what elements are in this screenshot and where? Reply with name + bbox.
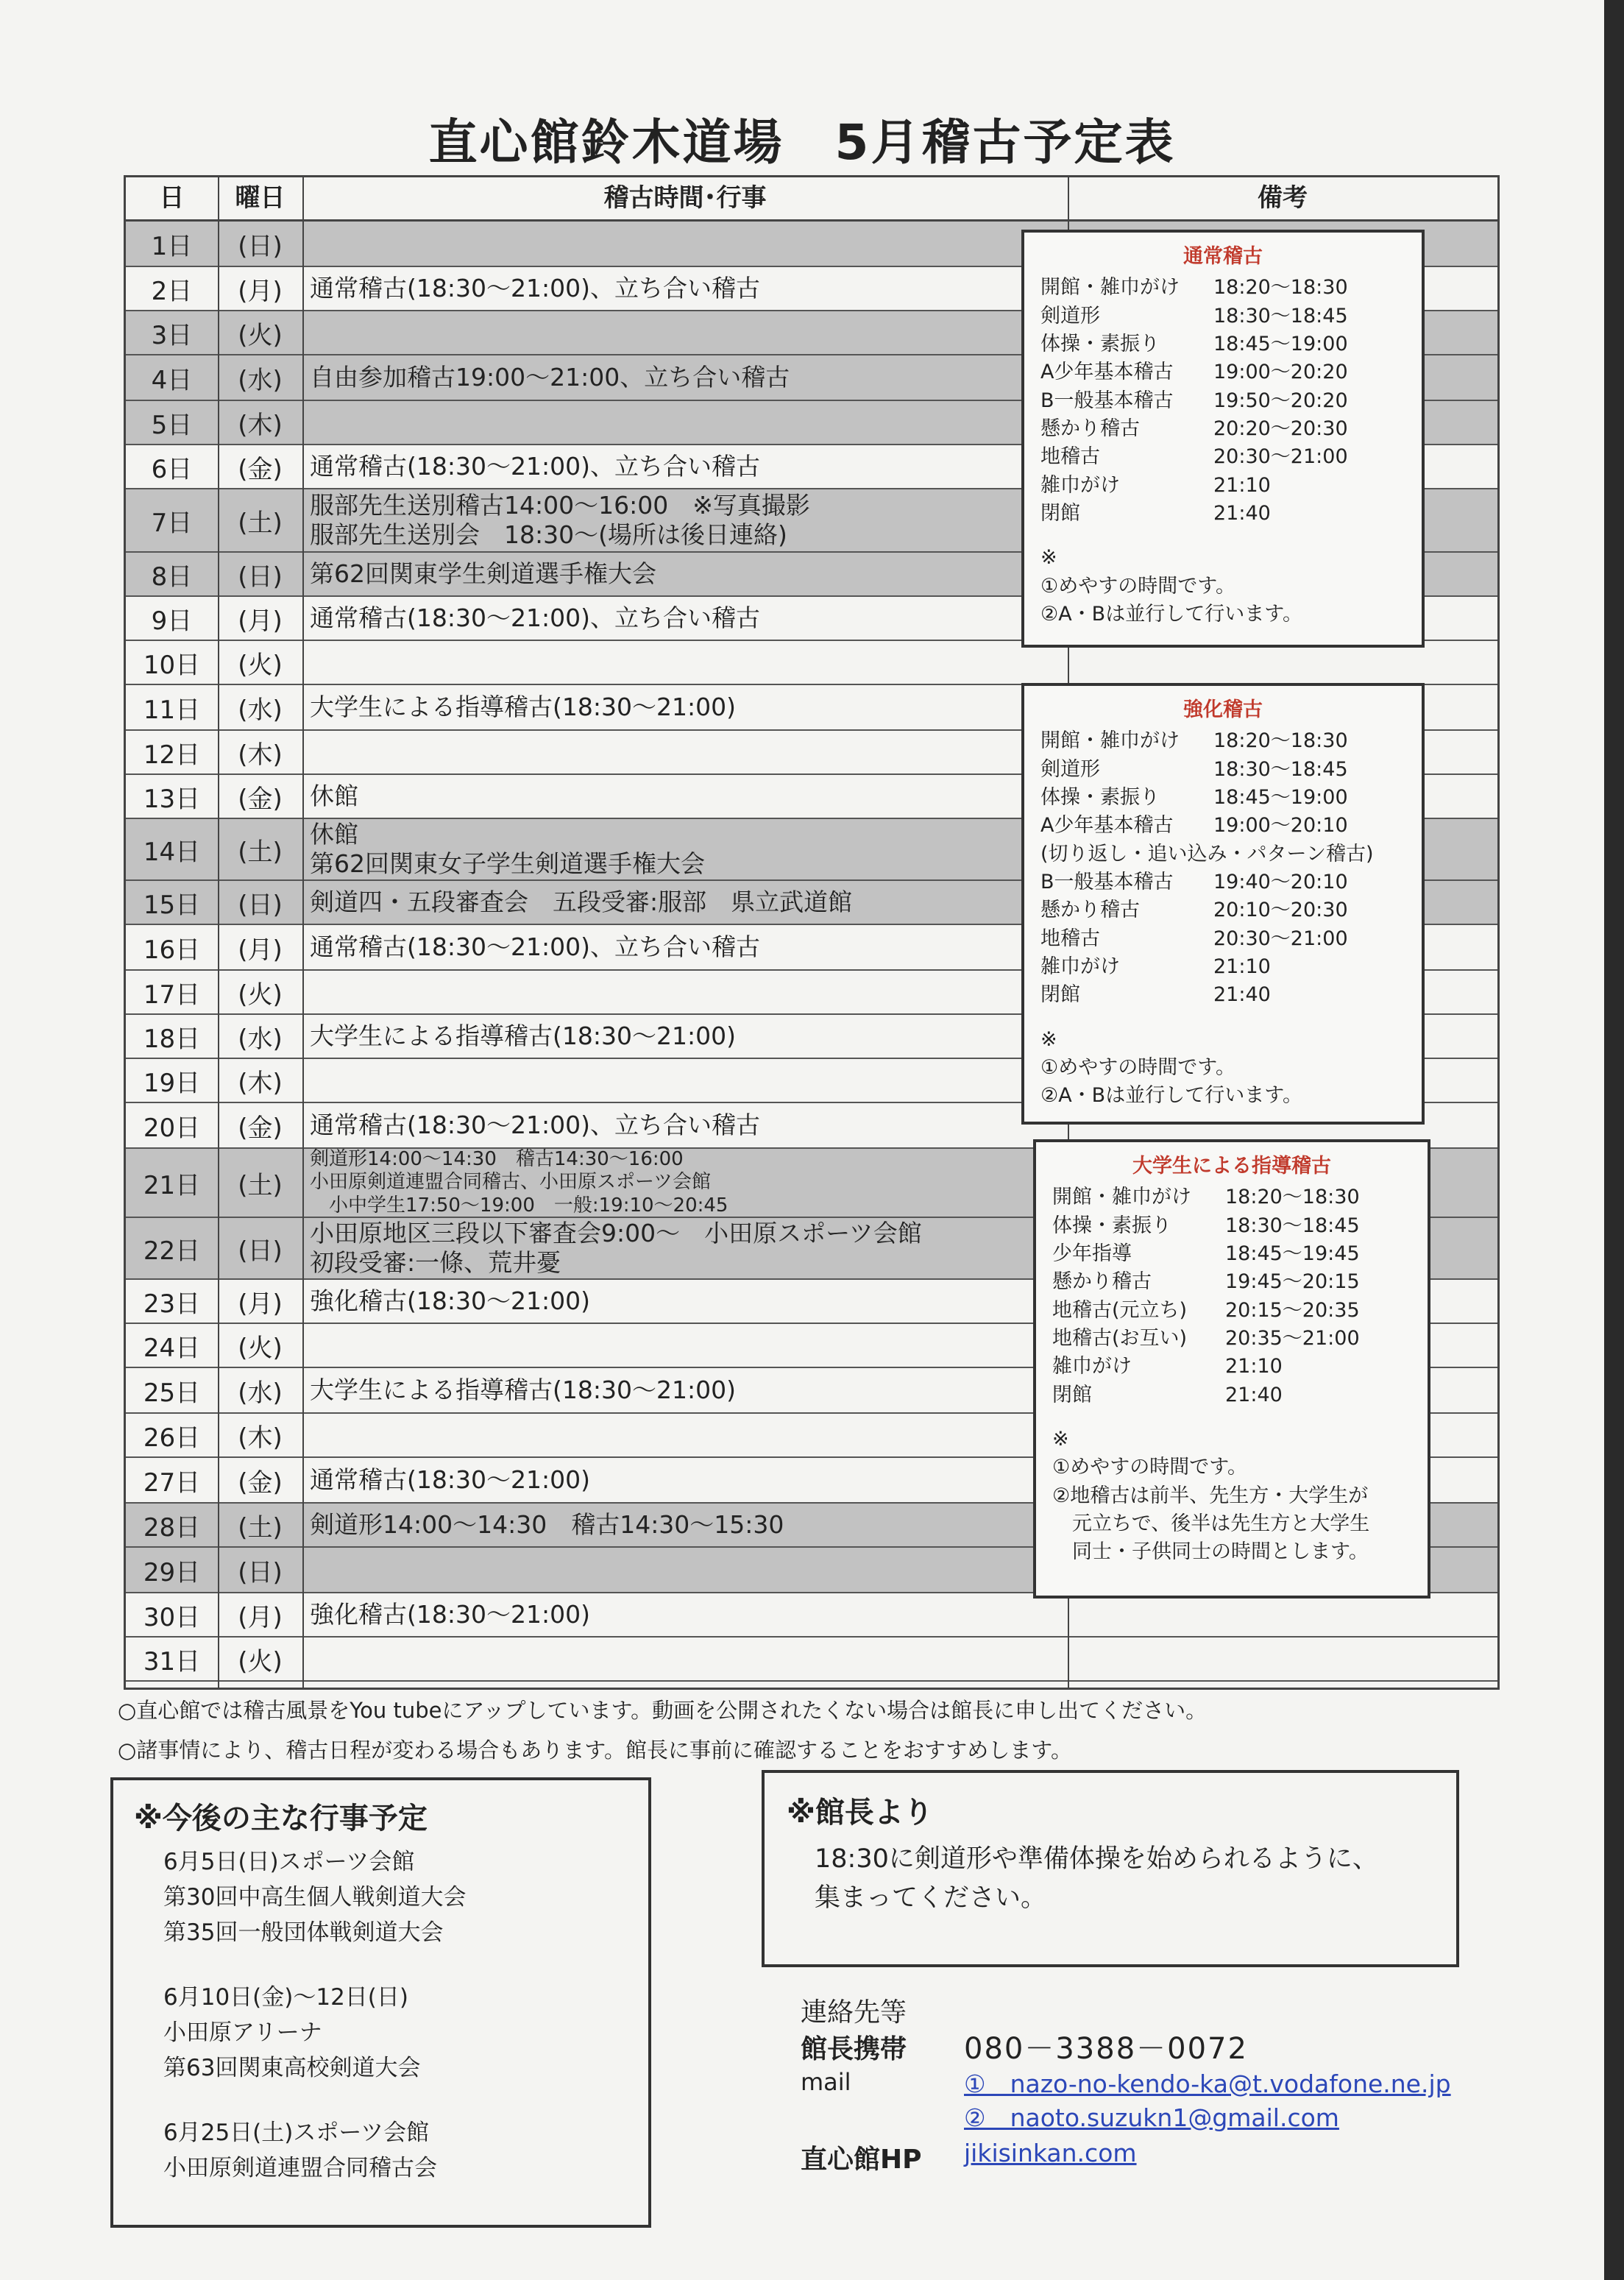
timetable-line bbox=[1040, 981, 1405, 1009]
table-row bbox=[126, 1593, 1497, 1638]
event-cell bbox=[310, 311, 1068, 354]
timetable-line bbox=[1040, 727, 1405, 755]
day-cell: 26日 bbox=[143, 1423, 201, 1453]
timetable-line bbox=[1040, 387, 1405, 415]
event-line: 第62回関東学生剣道選手権大会 bbox=[310, 559, 656, 588]
timetable-line bbox=[1040, 302, 1405, 330]
page-title: 直心館鈴木道場 5月稽古予定表 bbox=[428, 114, 1176, 171]
timetable-line bbox=[1040, 784, 1405, 812]
event-cell bbox=[310, 1015, 1068, 1058]
event-line: 通常稽古(18:30～21:00) bbox=[310, 1465, 590, 1494]
footnote-youtube: ○直心館では稽古風景をYou tubeにアップしています。動画を公開されたくない場合は館長に申し出てください。 bbox=[118, 1698, 1208, 1723]
timetable-time: 20:30～21:00 bbox=[1213, 927, 1348, 950]
event-line: 強化稽古(18:30～21:00) bbox=[310, 1599, 590, 1629]
timetable-time: 19:00～20:20 bbox=[1213, 361, 1348, 384]
director-message-box bbox=[762, 1770, 1459, 1967]
weekday-cell: (金) bbox=[238, 454, 283, 484]
upcoming-list bbox=[134, 1844, 628, 2186]
day-cell: 13日 bbox=[143, 784, 201, 814]
email-link-2[interactable]: ② naoto.suzukn1@gmail.com bbox=[964, 2103, 1339, 2132]
director-line: 集まってください。 bbox=[815, 1883, 1047, 1913]
event-cell bbox=[310, 553, 1068, 595]
timetable-time: 20:30～21:00 bbox=[1213, 445, 1348, 469]
day-cell: 17日 bbox=[143, 980, 201, 1010]
timetable-line bbox=[1052, 1297, 1411, 1325]
timetable-line bbox=[1040, 812, 1405, 840]
timetable-activity: 剣道形 bbox=[1040, 304, 1100, 328]
timetable-time: 18:45～19:00 bbox=[1213, 785, 1348, 809]
box-note: ②A・Bは並行して行います。 bbox=[1040, 602, 1303, 626]
event-line: 小田原地区三段以下審査会9:00～ 小田原スポーツ会館 bbox=[310, 1218, 922, 1247]
weekday-cell: (土) bbox=[238, 508, 283, 538]
timetable-activity: 懸かり稽古 bbox=[1040, 899, 1140, 922]
regular-practice-box bbox=[1021, 230, 1425, 648]
timetable-line bbox=[1052, 1353, 1411, 1381]
weekday-cell: (月) bbox=[238, 1602, 283, 1632]
event-cell bbox=[310, 1504, 1068, 1546]
header-weekday: 曜日 bbox=[235, 183, 286, 213]
homepage-link[interactable]: jikisinkan.com bbox=[964, 2139, 1137, 2167]
event-cell bbox=[310, 1368, 1068, 1412]
timetable-time: 18:20～18:30 bbox=[1213, 276, 1348, 300]
timetable-line bbox=[1040, 896, 1405, 924]
timetable-activity: 閉館 bbox=[1040, 501, 1080, 525]
timetable-activity: 懸かり稽古 bbox=[1052, 1270, 1152, 1294]
event-cell bbox=[310, 1059, 1068, 1102]
event-line: 服部先生送別稽古14:00～16:00 ※写真撮影 bbox=[310, 490, 810, 520]
event-cell bbox=[310, 1149, 1068, 1217]
upcoming-line: 小田原アリーナ bbox=[163, 2019, 322, 2047]
timetable-time: 21:10 bbox=[1225, 1355, 1283, 1378]
timetable-activity: 剣道形 bbox=[1040, 757, 1100, 781]
day-cell: 3日 bbox=[151, 320, 193, 350]
timetable-activity: 体操・素振り bbox=[1052, 1214, 1171, 1237]
timetable-time: 21:10 bbox=[1213, 955, 1271, 978]
event-line: 服部先生送別会 18:30～(場所は後日連絡) bbox=[310, 520, 787, 549]
box-note: ※ bbox=[1040, 546, 1057, 570]
box-note: ※ bbox=[1052, 1427, 1069, 1451]
timetable-activity: (切り返し・追い込み・パターン稽古) bbox=[1040, 842, 1374, 865]
weekday-cell: (月) bbox=[238, 935, 283, 965]
timetable-activity: 開館・雑巾がけ bbox=[1040, 729, 1180, 753]
weekday-cell: (火) bbox=[238, 980, 283, 1010]
timetable-activity: 閉館 bbox=[1052, 1383, 1092, 1406]
column-divider bbox=[302, 177, 304, 1688]
table-row bbox=[126, 1638, 1497, 1682]
weekday-cell: (水) bbox=[238, 365, 283, 395]
box-note: ②A・Bは並行して行います。 bbox=[1040, 1084, 1303, 1108]
box-note: 同士・子供同士の時間とします。 bbox=[1052, 1540, 1369, 1564]
event-cell bbox=[310, 685, 1068, 729]
timetable-time: 18:30～18:45 bbox=[1225, 1214, 1360, 1237]
event-cell bbox=[310, 775, 1068, 818]
event-line: 小田原剣道連盟合同稽古、小田原スポーツ会館 bbox=[310, 1171, 711, 1194]
upcoming-line: 第63回関東高校剣道大会 bbox=[163, 2055, 421, 2082]
day-cell: 14日 bbox=[143, 837, 201, 867]
header-day: 日 bbox=[159, 183, 185, 213]
event-cell bbox=[310, 1638, 1068, 1680]
timetable-line bbox=[1040, 274, 1405, 302]
day-cell: 19日 bbox=[143, 1068, 201, 1098]
weekday-cell: (金) bbox=[238, 1468, 283, 1498]
column-divider bbox=[218, 177, 219, 1688]
timetable-line bbox=[1052, 1268, 1411, 1296]
box-note: 元立ちで、後半は先生方と大学生 bbox=[1052, 1512, 1370, 1535]
timetable-time: 18:45～19:00 bbox=[1213, 332, 1348, 355]
timetable-time: 18:45～19:45 bbox=[1225, 1242, 1360, 1265]
timetable-time: 18:30～18:45 bbox=[1213, 757, 1348, 781]
weekday-cell: (火) bbox=[238, 650, 283, 680]
event-cell bbox=[310, 267, 1068, 310]
event-cell bbox=[310, 355, 1068, 400]
event-cell bbox=[310, 1458, 1068, 1502]
timetable-activity: 雑巾がけ bbox=[1052, 1355, 1132, 1378]
header-notes: 備考 bbox=[1258, 183, 1308, 213]
timetable-line bbox=[1040, 330, 1405, 358]
weekday-cell: (月) bbox=[238, 276, 283, 306]
timetable-activity: 地稽古(お互い) bbox=[1052, 1326, 1188, 1350]
mail-label: mail bbox=[801, 2068, 851, 2096]
weekday-cell: (火) bbox=[238, 1333, 283, 1363]
weekday-cell: (火) bbox=[238, 1646, 283, 1677]
event-cell bbox=[310, 971, 1068, 1013]
header-events: 稽古時間･行事 bbox=[603, 183, 767, 213]
upcoming-events-box bbox=[110, 1777, 651, 2228]
upcoming-heading: ※今後の主な行事予定 bbox=[134, 1802, 428, 1835]
timetable-activity: 開館・雑巾がけ bbox=[1052, 1186, 1191, 1209]
timetable-time: 19:00～20:10 bbox=[1213, 814, 1348, 838]
timetable-line bbox=[1040, 358, 1405, 386]
event-cell bbox=[310, 1280, 1068, 1323]
day-cell: 24日 bbox=[143, 1333, 201, 1363]
weekday-cell: (木) bbox=[238, 1068, 283, 1098]
weekday-cell: (日) bbox=[238, 231, 283, 261]
box-note: ②地稽古は前半、先生方・大学生が bbox=[1052, 1484, 1369, 1507]
event-line: 自由参加稽古19:00～21:00、立ち合い稽古 bbox=[310, 362, 790, 392]
timetable-line bbox=[1040, 472, 1405, 500]
day-cell: 4日 bbox=[151, 365, 193, 395]
spacer bbox=[1052, 1409, 1411, 1426]
timetable-time: 21:40 bbox=[1213, 983, 1271, 1007]
box-note: ①めやすの時間です。 bbox=[1052, 1456, 1248, 1479]
weekday-cell: (水) bbox=[238, 695, 283, 725]
day-cell: 23日 bbox=[143, 1289, 201, 1319]
table-row bbox=[126, 641, 1497, 685]
timetable-activity: 体操・素振り bbox=[1040, 332, 1160, 355]
timetable-activity: B一般基本稽古 bbox=[1040, 870, 1174, 893]
timetable-line bbox=[1052, 1183, 1411, 1211]
contact-heading: 連絡先等 bbox=[801, 1997, 907, 2028]
event-cell bbox=[310, 1103, 1068, 1147]
day-cell: 28日 bbox=[143, 1512, 201, 1543]
homepage-label: 直心館HP bbox=[801, 2145, 922, 2175]
weekday-cell: (土) bbox=[238, 1170, 283, 1200]
weekday-cell: (火) bbox=[238, 320, 283, 350]
timetable-activity: 体操・素振り bbox=[1040, 785, 1160, 809]
day-cell: 6日 bbox=[151, 454, 193, 484]
timetable-time: 20:15～20:35 bbox=[1225, 1298, 1360, 1322]
day-cell: 9日 bbox=[151, 606, 193, 636]
weekday-cell: (金) bbox=[238, 784, 283, 814]
upcoming-line: 第35回一般団体戦剣道大会 bbox=[163, 1919, 444, 1947]
upcoming-line: 6月10日(金)～12日(日) bbox=[163, 1984, 408, 2011]
spacer bbox=[1040, 528, 1405, 544]
day-cell: 16日 bbox=[143, 935, 201, 965]
event-line: 第62回関東女子学生剣道選手権大会 bbox=[310, 849, 705, 878]
event-cell bbox=[310, 731, 1068, 773]
timetable-time: 21:10 bbox=[1213, 473, 1271, 497]
event-cell bbox=[310, 641, 1068, 684]
weekday-cell: (木) bbox=[238, 1423, 283, 1453]
weekday-cell: (土) bbox=[238, 1512, 283, 1543]
day-cell: 10日 bbox=[143, 650, 201, 680]
weekday-cell: (水) bbox=[238, 1378, 283, 1408]
timetable-activity: A少年基本稽古 bbox=[1040, 814, 1174, 838]
event-line: 通常稽古(18:30～21:00)、立ち合い稽古 bbox=[310, 451, 760, 481]
timetable-activity: 雑巾がけ bbox=[1040, 955, 1120, 978]
event-line: 剣道形14:00～14:30 稽古14:30～16:00 bbox=[310, 1148, 684, 1171]
timetable-time: 19:50～20:20 bbox=[1213, 389, 1348, 412]
event-line: 通常稽古(18:30～21:00)、立ち合い稽古 bbox=[310, 932, 760, 961]
weekday-cell: (水) bbox=[238, 1024, 283, 1054]
timetable-time: 18:30～18:45 bbox=[1213, 304, 1348, 328]
weekday-cell: (月) bbox=[238, 606, 283, 636]
upcoming-line: 小田原剣道連盟合同稽古会 bbox=[163, 2155, 437, 2182]
event-cell bbox=[310, 222, 1068, 266]
timetable-activity: 地稽古(元立ち) bbox=[1052, 1298, 1188, 1322]
timetable-activity: 閉館 bbox=[1040, 983, 1080, 1007]
timetable-line bbox=[1040, 756, 1405, 784]
event-cell bbox=[310, 925, 1068, 969]
day-cell: 22日 bbox=[143, 1236, 201, 1266]
event-cell bbox=[310, 597, 1068, 640]
timetable-line bbox=[1040, 500, 1405, 528]
event-line: 通常稽古(18:30～21:00)、立ち合い稽古 bbox=[310, 603, 760, 632]
weekday-cell: (木) bbox=[238, 740, 283, 770]
day-cell: 21日 bbox=[143, 1170, 201, 1200]
event-line: 強化稽古(18:30～21:00) bbox=[310, 1286, 590, 1315]
day-cell: 31日 bbox=[143, 1646, 201, 1677]
event-cell bbox=[310, 489, 1068, 551]
background-edge bbox=[1604, 0, 1624, 2280]
event-cell bbox=[310, 1548, 1068, 1592]
phone-label: 館長携帯 bbox=[801, 2034, 907, 2064]
timetable-time: 21:40 bbox=[1225, 1383, 1283, 1406]
upcoming-line: 第30回中高生個人戦剣道大会 bbox=[163, 1884, 467, 1911]
day-cell: 5日 bbox=[151, 410, 193, 440]
event-cell bbox=[310, 445, 1068, 488]
event-line: 初段受審:一條、荒井憂 bbox=[310, 1248, 561, 1277]
event-line: 大学生による指導稽古(18:30～21:00) bbox=[310, 1375, 736, 1404]
student-practice-box bbox=[1033, 1139, 1430, 1599]
timetable-activity: B一般基本稽古 bbox=[1040, 389, 1174, 412]
phone-number: 080－3388－0072 bbox=[964, 2032, 1248, 2066]
day-cell: 30日 bbox=[143, 1602, 201, 1632]
event-cell bbox=[310, 1593, 1068, 1636]
weekday-cell: (月) bbox=[238, 1289, 283, 1319]
timetable-line bbox=[1040, 868, 1405, 896]
intensive-practice-box bbox=[1021, 683, 1425, 1125]
footnote-schedule-change: ○諸事情により、稽古日程が変わる場合もあります。館長に事前に確認することをおすすめします。 bbox=[118, 1738, 1072, 1763]
weekday-cell: (日) bbox=[238, 1236, 283, 1266]
day-cell: 29日 bbox=[143, 1557, 201, 1587]
email-link-1[interactable]: ① nazo-no-kendo-ka@t.vodafone.ne.jp bbox=[964, 2070, 1451, 2098]
event-line: 休館 bbox=[310, 819, 358, 849]
timetable-line bbox=[1052, 1240, 1411, 1268]
timetable-activity: 懸かり稽古 bbox=[1040, 417, 1140, 440]
timetable-line bbox=[1040, 443, 1405, 471]
day-cell: 20日 bbox=[143, 1113, 201, 1143]
day-cell: 25日 bbox=[143, 1378, 201, 1408]
day-cell: 27日 bbox=[143, 1468, 201, 1498]
director-message bbox=[787, 1840, 1434, 1917]
event-line: 大学生による指導稽古(18:30～21:00) bbox=[310, 1021, 736, 1050]
table-header bbox=[126, 177, 1497, 222]
day-cell: 11日 bbox=[143, 695, 201, 725]
timetable-time: 18:20～18:30 bbox=[1225, 1186, 1360, 1209]
event-cell bbox=[310, 1324, 1068, 1367]
day-cell: 2日 bbox=[151, 276, 193, 306]
day-cell: 8日 bbox=[151, 562, 193, 592]
timetable-activity: 開館・雑巾がけ bbox=[1040, 276, 1180, 300]
timetable-line bbox=[1052, 1325, 1411, 1353]
day-cell: 1日 bbox=[151, 231, 193, 261]
upcoming-line bbox=[163, 1950, 628, 1980]
box-note: ※ bbox=[1040, 1027, 1057, 1051]
event-cell bbox=[310, 401, 1068, 444]
timetable-time: 20:10～20:30 bbox=[1213, 899, 1348, 922]
weekday-cell: (土) bbox=[238, 837, 283, 867]
upcoming-line: 6月25日(土)スポーツ会館 bbox=[163, 2120, 430, 2147]
timetable-activity: 雑巾がけ bbox=[1040, 473, 1120, 497]
timetable-time: 19:45～20:15 bbox=[1225, 1270, 1360, 1294]
day-cell: 12日 bbox=[143, 740, 201, 770]
event-cell bbox=[310, 819, 1068, 879]
timetable-time: 20:35～21:00 bbox=[1225, 1326, 1360, 1350]
weekday-cell: (日) bbox=[238, 890, 283, 920]
box-title: 通常稽古 bbox=[1183, 245, 1263, 268]
timetable-activity: 地稽古 bbox=[1040, 445, 1100, 469]
event-cell bbox=[310, 1414, 1068, 1456]
box-note: ①めやすの時間です。 bbox=[1040, 574, 1236, 598]
event-cell bbox=[310, 1218, 1068, 1278]
event-line: 小中学生17:50～19:00 一般:19:10～20:45 bbox=[310, 1194, 728, 1217]
timetable-line bbox=[1040, 840, 1405, 868]
day-cell: 7日 bbox=[151, 508, 193, 538]
timetable-line bbox=[1040, 925, 1405, 953]
weekday-cell: (日) bbox=[238, 562, 283, 592]
box-note: ①めやすの時間です。 bbox=[1040, 1055, 1236, 1079]
event-line: 通常稽古(18:30～21:00)、立ち合い稽古 bbox=[310, 273, 760, 302]
weekday-cell: (木) bbox=[238, 410, 283, 440]
weekday-cell: (金) bbox=[238, 1113, 283, 1143]
event-line: 通常稽古(18:30～21:00)、立ち合い稽古 bbox=[310, 1110, 760, 1139]
box-title: 大学生による指導稽古 bbox=[1132, 1155, 1331, 1178]
event-line: 剣道形14:00～14:30 稽古14:30～15:30 bbox=[310, 1509, 784, 1539]
timetable-time: 20:20～20:30 bbox=[1213, 417, 1348, 440]
upcoming-line: 6月5日(日)スポーツ会館 bbox=[163, 1849, 415, 1875]
timetable-activity: 少年指導 bbox=[1052, 1242, 1132, 1265]
day-cell: 18日 bbox=[143, 1024, 201, 1054]
event-cell bbox=[310, 881, 1068, 924]
event-line: 剣道四・五段審査会 五段受審:服部 県立武道館 bbox=[310, 887, 853, 916]
timetable-time: 18:20～18:30 bbox=[1213, 729, 1348, 753]
box-title: 強化稽古 bbox=[1183, 698, 1263, 721]
event-line: 大学生による指導稽古(18:30～21:00) bbox=[310, 692, 736, 721]
timetable-line bbox=[1040, 953, 1405, 981]
spacer bbox=[1040, 1010, 1405, 1026]
weekday-cell: (日) bbox=[238, 1557, 283, 1587]
director-heading: ※館長より bbox=[787, 1796, 933, 1830]
event-line: 休館 bbox=[310, 781, 358, 810]
timetable-line bbox=[1052, 1212, 1411, 1240]
timetable-line bbox=[1052, 1381, 1411, 1409]
timetable-time: 21:40 bbox=[1213, 501, 1271, 525]
timetable-activity: A少年基本稽古 bbox=[1040, 361, 1174, 384]
upcoming-line bbox=[163, 2086, 628, 2115]
director-line: 18:30に剣道形や準備体操を始められるように、 bbox=[815, 1844, 1378, 1874]
day-cell: 15日 bbox=[143, 890, 201, 920]
timetable-activity: 地稽古 bbox=[1040, 927, 1100, 950]
timetable-time: 19:40～20:10 bbox=[1213, 870, 1348, 893]
timetable-line bbox=[1040, 415, 1405, 443]
